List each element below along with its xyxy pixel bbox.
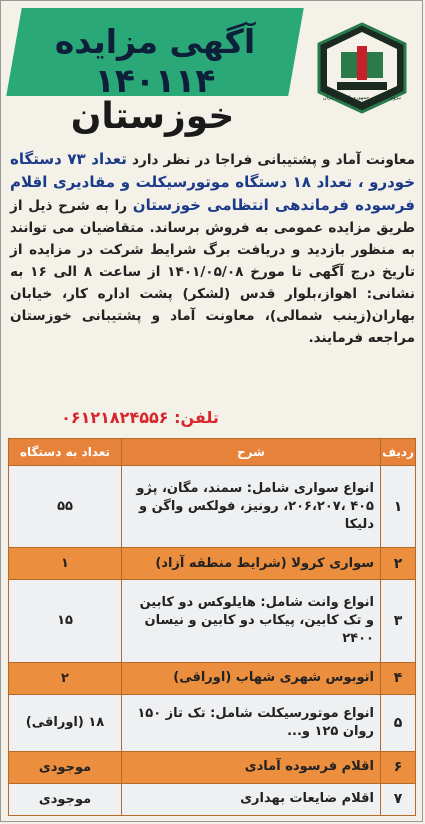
ad-title: آگهی مزایده ۱۴۰۱۱۴: [54, 22, 256, 100]
table-row: [9, 751, 416, 783]
body-rest: را به شرح ذیل از طریق مزایده عمومی به فروش برساند. متقاضیان می توانند به منظور بازدید و دریافت برگ شرایط شرکت در مزایده از تاریخ درج آگهی تا مورخ ۱۴۰۱/۰۵/۰۸ از ساعت ۸ الی ۱۶ به نشانی: اهواز،بلوار قدس (لشکر) پشت اداره کار، خیابان بهاران(زینب شمالی)، معاونت آماد و پشتیبانی خوزستان مراجعه فرمایند.: [10, 198, 415, 346]
body-line1: معاونت آماد و پشتیبانی فراجا در نظر دارد: [132, 152, 415, 168]
row-description: اقلام ضایعات بهداری: [122, 783, 381, 815]
items-table: [8, 438, 416, 816]
row-description: اتوبوس شهری شهاب (اوراقی): [122, 662, 381, 694]
row-description: انواع سواری شامل: سمند، مگان، پژو ۴۰۵ ،۲۰۶،۲۰۷، رونیز، فولکس واگن و دلیکا: [122, 466, 381, 548]
table-row: [9, 548, 416, 580]
row-number: ۵: [381, 694, 416, 751]
header-quantity: تعداد به دستگاه: [9, 439, 122, 466]
region-title: خوزستان: [70, 96, 235, 137]
row-number: ۱: [381, 466, 416, 548]
table-row: [9, 783, 416, 815]
table-row: [9, 580, 416, 662]
row-quantity: ۱۸ (اوراقی): [9, 694, 122, 751]
row-description: انواع وانت شامل: هایلوکس دو کابین و تک کابین، پیکاب دو کابین و نیسان ۲۴۰۰: [122, 580, 381, 662]
row-quantity: ۱: [9, 548, 122, 580]
row-quantity: ۵۵: [9, 466, 122, 548]
police-emblem-icon: [313, 22, 411, 114]
table-row: [9, 662, 416, 694]
row-quantity: موجودی: [9, 783, 122, 815]
row-number: ۷: [381, 783, 416, 815]
row-number: ۴: [381, 662, 416, 694]
row-number: ۳: [381, 580, 416, 662]
header-row-number: ردیف: [381, 439, 416, 466]
table-row: [9, 694, 416, 751]
row-number: ۲: [381, 548, 416, 580]
row-description: سواری کرولا (شرایط منطقه آزاد): [122, 548, 381, 580]
row-description: اقلام فرسوده آمادی: [122, 751, 381, 783]
table-row: [9, 466, 416, 548]
emblem-caption: نیروی انتظامی جمهوری اسلامی ایران: [322, 95, 402, 101]
phone-number: تلفن: ۰۶۱۲۱۸۲۴۵۵۶: [61, 408, 219, 427]
body-highlight: تعداد ۷۳ دستگاه خودرو ، تعداد ۱۸ دستگاه موتورسیکلت و مقادیری اقلام فرسوده فرماندهی انتظامی خوزستان: [10, 150, 416, 214]
ad-body: [10, 148, 415, 349]
row-quantity: ۲: [9, 662, 122, 694]
row-quantity: ۱۵: [9, 580, 122, 662]
header-description: شرح: [122, 439, 381, 466]
row-quantity: موجودی: [9, 751, 122, 783]
row-number: ۶: [381, 751, 416, 783]
row-description: انواع موتورسیکلت شامل: تک تاز ۱۵۰ روان ۱۲۵ و...: [122, 694, 381, 751]
